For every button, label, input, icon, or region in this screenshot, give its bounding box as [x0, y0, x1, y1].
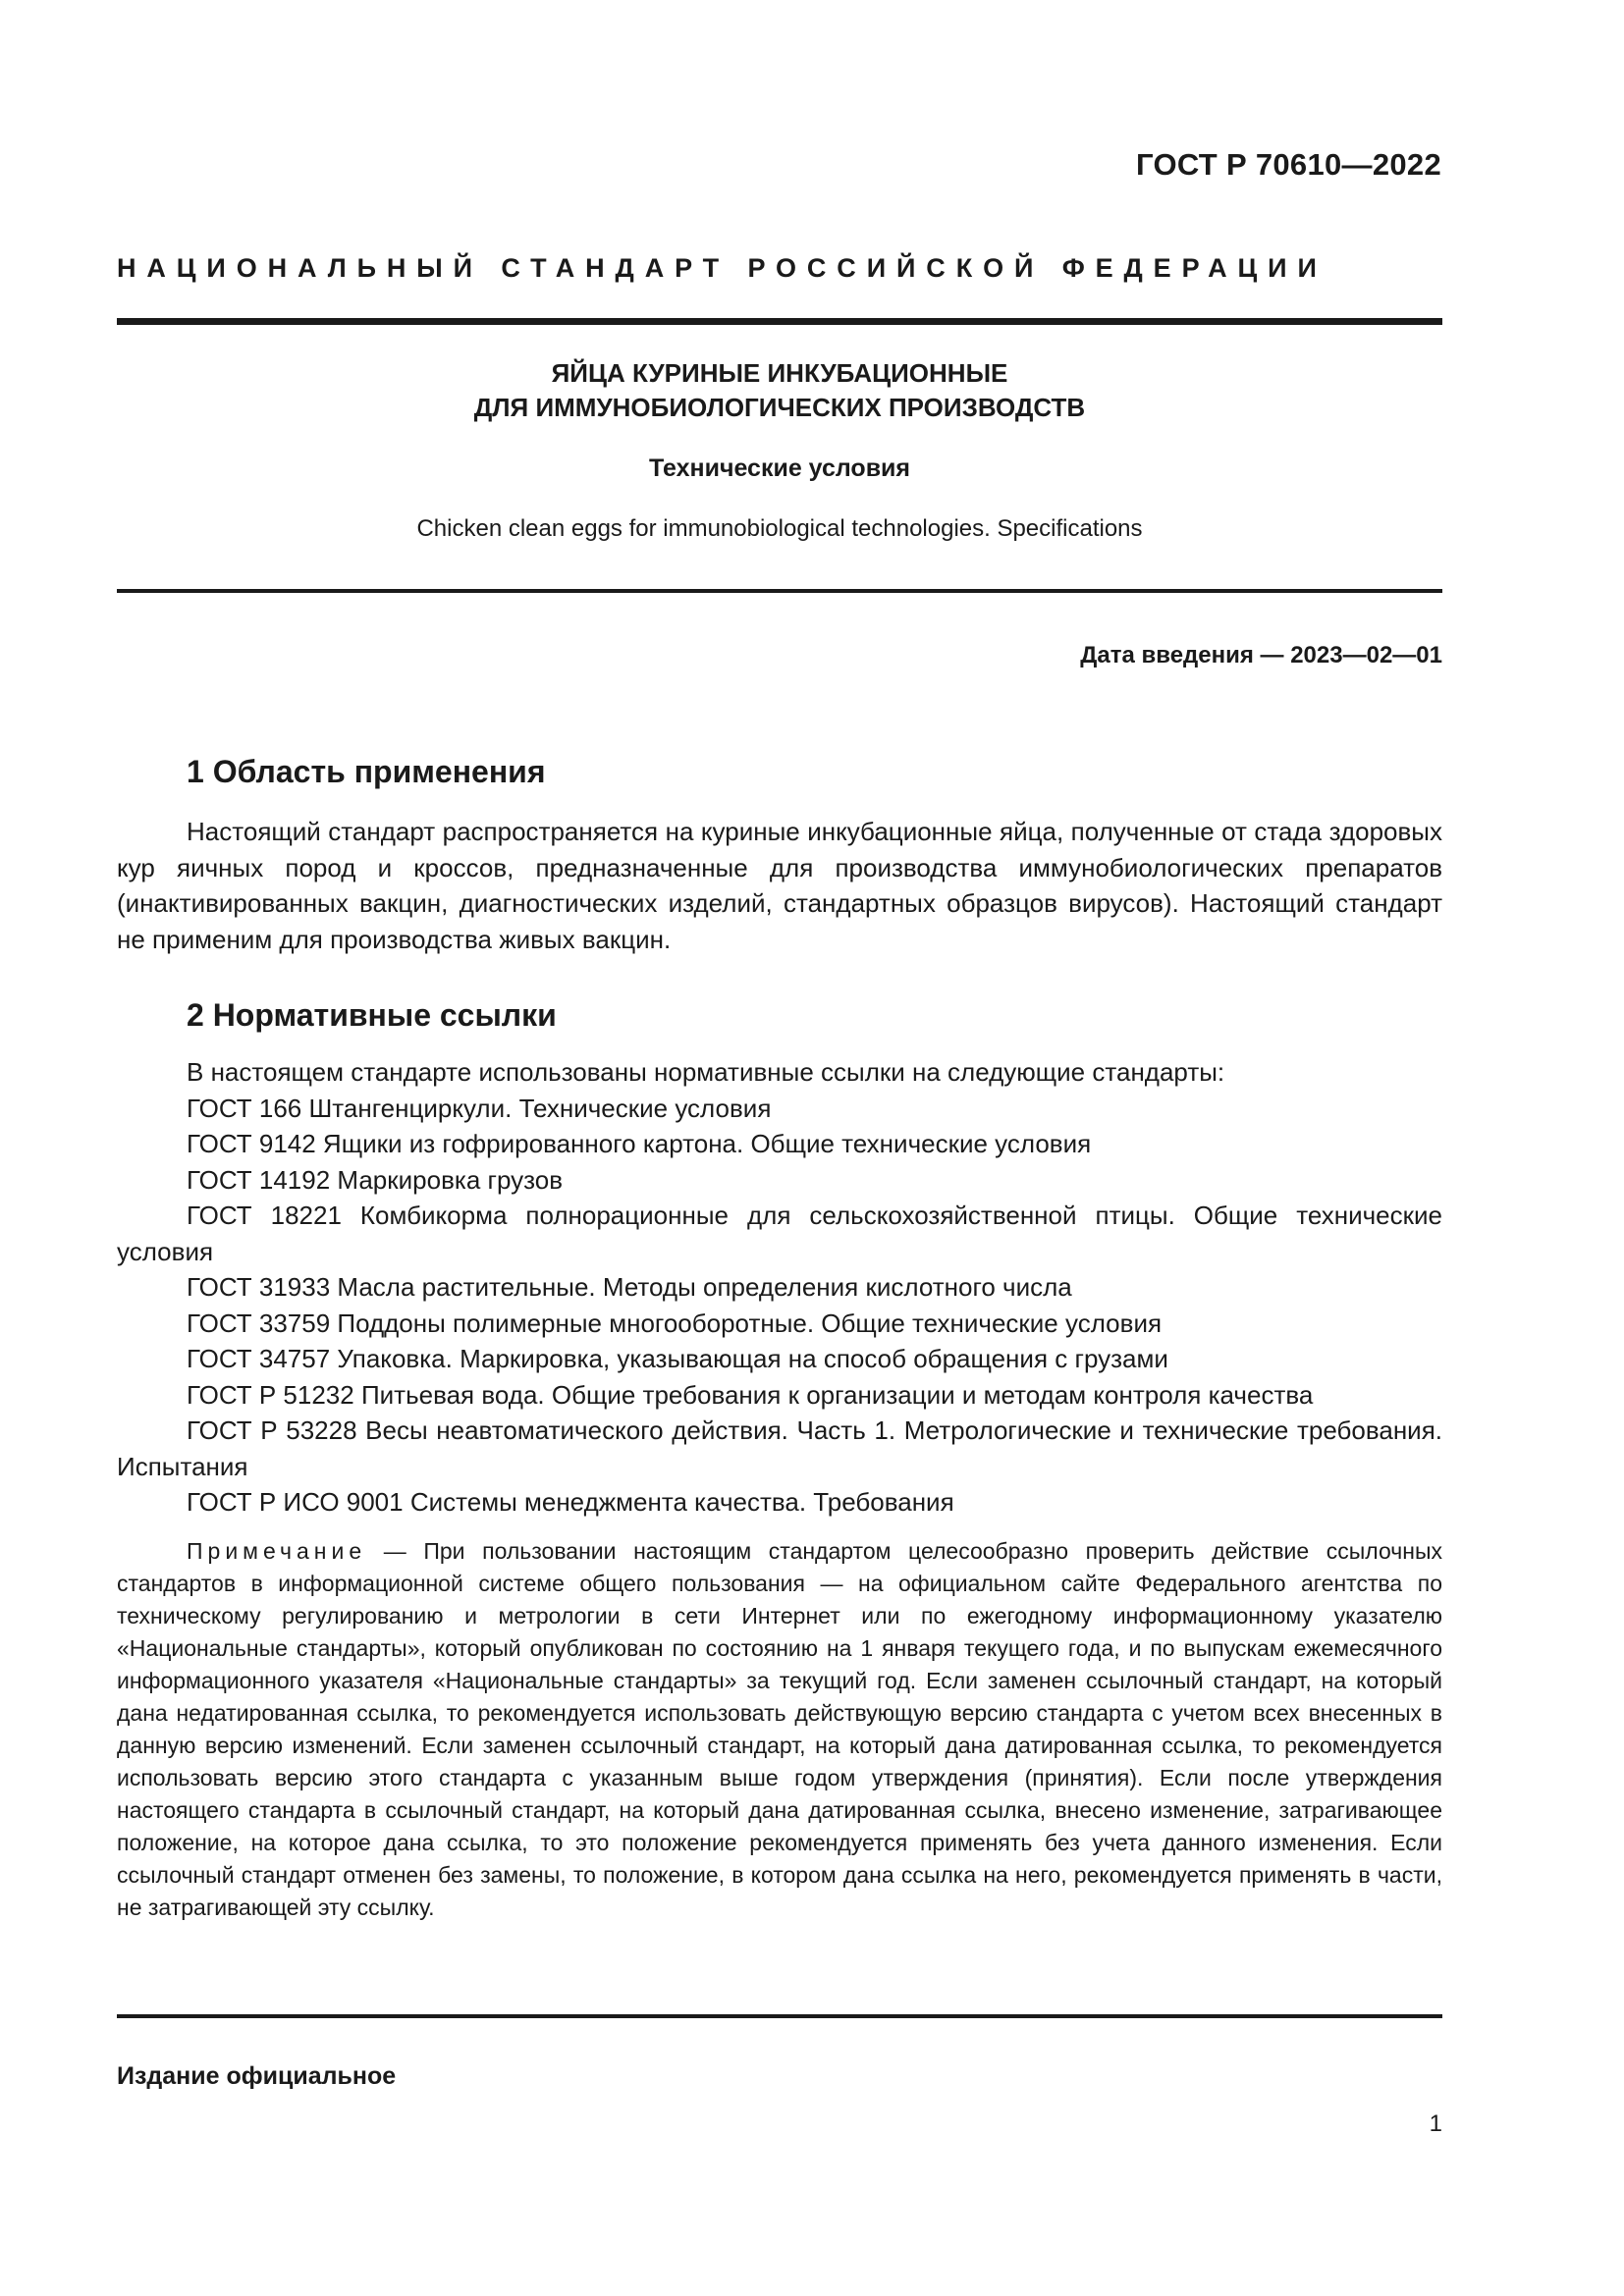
- references-note: [117, 1535, 1442, 1924]
- reference-item: ГОСТ 31933 Масла растительные. Методы определения кислотного числа: [187, 1272, 1072, 1302]
- document-subtitle: Технические условия: [648, 454, 911, 482]
- document-title-line-2: ДЛЯ ИММУНОБИОЛОГИЧЕСКИХ ПРОИЗВОДСТВ: [473, 393, 1086, 422]
- gost-number: ГОСТ Р 70610—2022: [1136, 147, 1441, 182]
- document-title-line-1: ЯЙЦА КУРИНЫЕ ИНКУБАЦИОННЫЕ: [551, 358, 1008, 388]
- document-title: [117, 356, 1442, 425]
- reference-item: ГОСТ Р 51232 Питьевая вода. Общие требования к организации и методам контроля качества: [187, 1379, 1314, 1410]
- reference-item: ГОСТ 166 Штангенциркули. Технические условия: [187, 1093, 772, 1123]
- document-title-english: Chicken clean eggs for immunobiological technologies. Specifications: [416, 515, 1143, 542]
- reference-item: ГОСТ Р ИСО 9001 Системы менеджмента качества. Требования: [187, 1487, 954, 1517]
- footer-rule: [117, 2014, 1442, 2018]
- section-1-heading: 1 Область применения: [187, 754, 546, 789]
- reference-item: ГОСТ Р 53228 Весы неавтоматического действия. Часть 1. Метрологические и технические требования. Испытания: [117, 1415, 1442, 1481]
- reference-item: ГОСТ 33759 Поддоны полимерные многооборотные. Общие технические условия: [187, 1308, 1163, 1338]
- normative-references: [117, 1054, 1442, 1521]
- introduction-date: Дата введения — 2023—02—01: [1080, 642, 1442, 668]
- title-rule: [117, 589, 1442, 593]
- reference-item: ГОСТ 14192 Маркировка грузов: [187, 1164, 564, 1195]
- section-1-text: Настоящий стандарт распространяется на куриные инкубационные яйца, полученные от стада здоровых кур яичных пород и кроссов, предназначенные для производства иммунобиологических препаратов (инактивированных вакцин, диагностических изделий, стандартных образцов вирусов). Настоящий стандарт не применим для производства живых вакцин.: [117, 817, 1442, 954]
- page-number: 1: [1429, 2110, 1442, 2137]
- reference-item: ГОСТ 18221 Комбикорма полнорационные для сельскохозяйственной птицы. Общие технические условия: [117, 1201, 1442, 1266]
- header-rule: [117, 318, 1442, 325]
- section-2-heading: 2 Нормативные ссылки: [187, 997, 557, 1033]
- note-label: Примечание: [187, 1538, 367, 1564]
- references-intro: В настоящем стандарте использованы нормативные ссылки на следующие стандарты:: [187, 1057, 1225, 1087]
- reference-item: ГОСТ 9142 Ящики из гофрированного картона. Общие технические условия: [187, 1129, 1092, 1158]
- official-edition-label: Издание официальное: [117, 2062, 397, 2090]
- national-standard-title: НАЦИОНАЛЬНЫЙ СТАНДАРТ РОССИЙСКОЙ ФЕДЕРАЦИИ: [117, 253, 1327, 283]
- note-text: — При пользовании настоящим стандартом целесообразно проверить действие ссылочных стандартов в информационной системе общего пользования — на официальном сайте Федерального агентства по техническому регулированию и метрологии в сети Интернет или по ежегодному информационному указателю «Национальные стандарты», который опубликован по состоянию на 1 января текущего года, и по выпускам ежемесячного информационного указателя «Национальные стандарты» за текущий год. Если заменен ссылочный стандарт, на который дана недатированная ссылка, то рекомендуется использовать действующую версию стандарта с учетом всех внесенных в данную версию изменений. Если заменен ссылочный стандарт, на который дана датированная ссылка, то рекомендуется использовать версию этого стандарта с указанным выше годом утверждения (принятия). Если после утверждения настоящего стандарта в ссылочный стандарт, на который дана датированная ссылка, внесено изменение, затрагивающее положение, на которое дана ссылка, то это положение рекомендуется применять без учета данного изменения. Если ссылочный стандарт отменен без замены, то положение, в котором дана ссылка на него, рекомендуется применять в части, не затрагивающей эту ссылку.: [117, 1538, 1442, 1920]
- reference-item: ГОСТ 34757 Упаковка. Маркировка, указывающая на способ обращения с грузами: [187, 1344, 1168, 1373]
